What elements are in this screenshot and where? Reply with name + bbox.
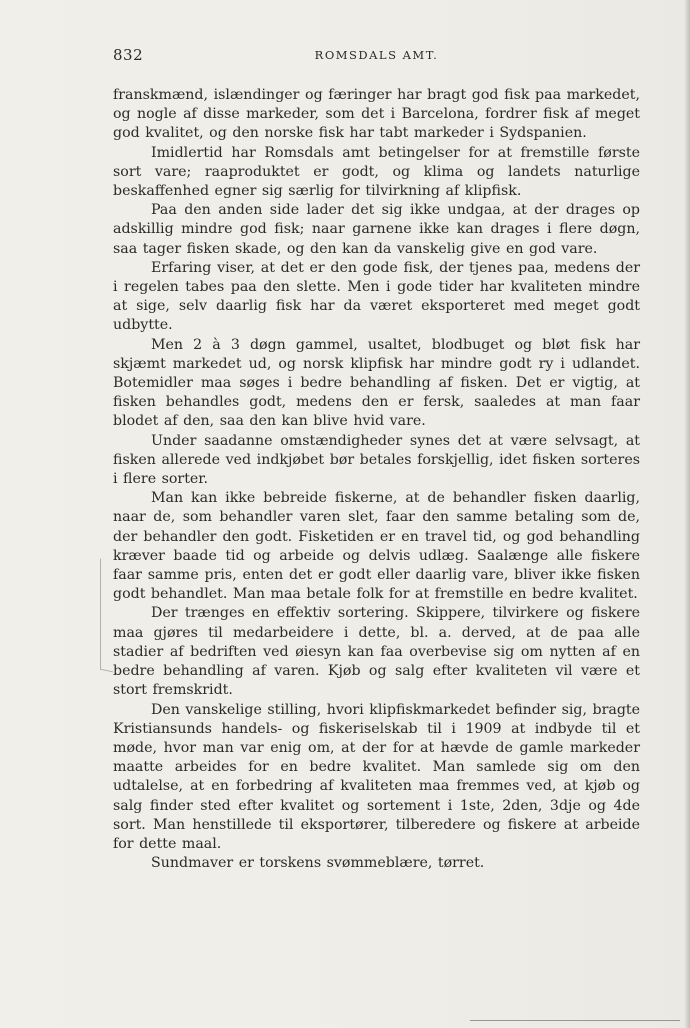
paragraph: Men 2 à 3 døgn gammel, usaltet, blodbuget og bløt fisk har skjæmt markedet ud, og norsk klipfisk har mindre godt ry i udlandet. Botemidler maa søges i bedre behandling af fisken. Det er vigtig, at fisken behandles godt, medens den er fersk, saaledes at man faar blodet af den, saa den kan blive hvid vare. bbox=[113, 336, 640, 430]
page-number: 832 bbox=[113, 46, 144, 64]
paragraph: Under saadanne omstændigheder synes det at være selvsagt, at fisken allerede ved indkjøbet bør betales forskjellig, idet fisken sorteres i flere sorter. bbox=[113, 432, 640, 488]
paragraph: Der trænges en effektiv sortering. Skippere, tilvirkere og fiskere maa gjøres til medarbeidere i dette, bl. a. derved, at de paa alle stadier af bedriften ved øiesyn kan faa overbevise sig om nytten af en bedre behandling af varen. Kjøb og salg efter kvaliteten vil være et stort fremskridt. bbox=[113, 605, 640, 699]
paragraph: Den vanskelige stilling, hvori klipfiskmarkedet befinder sig, bragte Kristiansunds handels- og fiskeriselskab til i 1909 at indbyde til et møde, hvor man var enig om, at der for at hævde de gamle markeder maatte arbeides for en bedre kvalitet. Man samlede sig om den udtalelse, at en forbedring af kvaliteten maa fremmes ved, at kjøb og salg finder sted efter kvalitet og sortement i 1ste, 2den, 3dje og 4de sort. Man henstillede til eksportører, tilberedere og fiskere at arbeide for dette maal. bbox=[113, 701, 641, 852]
paragraph: Man kan ikke bebreide fiskerne, at de behandler fisken daarlig, naar de, som behandler varen slet, faar den samme betaling som de, der behandler den godt. Fisketiden er en travel tid, og god behandling kræver baade tid og arbeide og delvis udlæg. Saalænge alle fiskere faar samme pris, enten det er godt eller daarlig vare, bliver ikke fisken godt behandlet. Man maa betale folk for at fremstille en bedre kvalitet. bbox=[113, 490, 640, 603]
paragraph: franskmænd, islændinger og færinger har bragt god fisk paa markedet, og nogle af disse markeder, som det i Barcelona, fordrer fisk af meget god kvalitet, og den norske fisk har tabt markeder i Sydspanien. bbox=[113, 87, 640, 142]
paragraph: Erfaring viser, at det er den gode fisk, der tjenes paa, medens der i regelen tabes paa den slette. Men i gode tider har kvaliteten mindre at sige, selv daarlig fisk har da været eksporteret med meget godt udbytte. bbox=[113, 259, 640, 334]
page-edge-shadow bbox=[684, 0, 690, 1028]
paragraph: Sundmaver er torskens svømmeblære, tørret. bbox=[151, 855, 485, 872]
page-header bbox=[113, 46, 640, 66]
paragraph: Paa den anden side lader det sig ikke undgaa, at der drages op adskillig mindre god fisk; naar garnene ikke kan drages i flere døgn, saa tager fisken skade, og den kan da vanskelig give en god vare. bbox=[113, 202, 640, 257]
running-title: ROMSDALS AMT. bbox=[314, 48, 439, 62]
bottom-edge-line bbox=[470, 1020, 680, 1021]
paragraph: Imidlertid har Romsdals amt betingelser for at fremstille første sort vare; raaproduktet er godt, og klima og landets naturlige beskaffenhed egner sig særlig for tilvirkning af klipfisk. bbox=[113, 144, 640, 200]
body-text bbox=[113, 86, 640, 873]
margin-pencil-mark bbox=[100, 559, 113, 673]
